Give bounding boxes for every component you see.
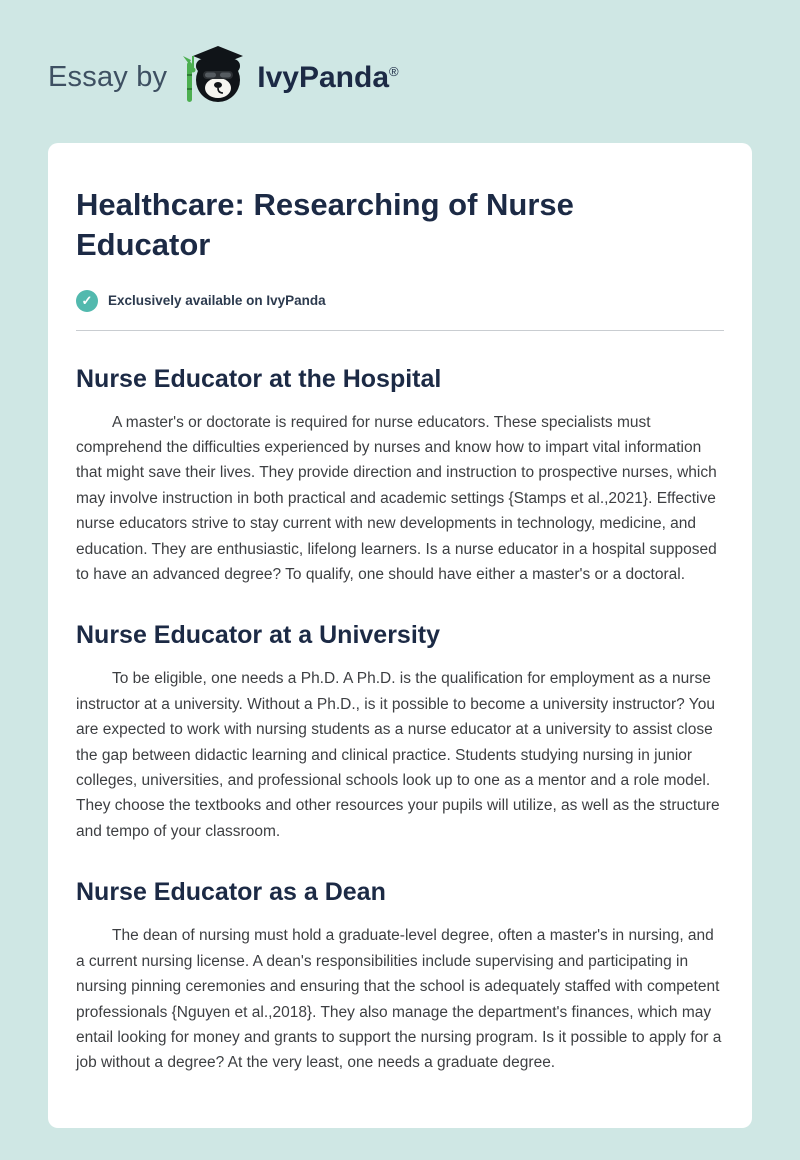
brand-text: IvyPanda xyxy=(257,60,389,94)
ivypanda-panda-icon xyxy=(181,44,247,111)
check-icon: ✓ xyxy=(76,290,98,312)
essay-title: Healthcare: Researching of Nurse Educator xyxy=(76,187,574,263)
section-heading-hospital: Nurse Educator at the Hospital xyxy=(76,364,442,393)
section-heading-university: Nurse Educator at a University xyxy=(76,621,441,650)
page-header xyxy=(0,0,800,111)
divider xyxy=(76,330,724,331)
essay-by-label: Essay by xyxy=(48,61,168,93)
registered-mark: ® xyxy=(389,63,399,79)
section-body-hospital: A master's or doctorate is required for nurse educators. These specialists must comprehend the difficulties experienced by nurses and know how to impart vital information that might save their lives. They provide direction and instruction to prospective nurses, which may involve instruction in both practical and academic settings {Stamps et al.,2021}. Effective nurse educators strive to stay current with new developments in technology, medicine, and education. They are enthusiastic, lifelong learners. Is a nurse educator in a hospital supposed to have an advanced degree? To qualify, one should have either a master's or a doctoral. xyxy=(76,413,717,584)
availability-row xyxy=(76,290,724,312)
ivypanda-logo[interactable] xyxy=(181,44,398,111)
essay-card xyxy=(48,143,752,1128)
section-body-dean: The dean of nursing must hold a graduate-level degree, often a master's in nursing, and a current nursing license. A dean's responsibilities include supervising and participating in nursing pinning ceremonies and ensuring that the school is adequately staffed with competent professionals {Nguyen et al.,2018}. They also manage the department's finances, which may entail looking for money and grants to support the nursing program. Is it possible to apply for a job without a degree? At the very least, one needs a graduate degree. xyxy=(76,927,722,1072)
section-heading-dean: Nurse Educator as a Dean xyxy=(76,878,386,907)
brand-name xyxy=(257,61,398,95)
availability-label: Exclusively available on IvyPanda xyxy=(108,293,326,309)
section-body-university: To be eligible, one needs a Ph.D. A Ph.D. is the qualification for employment as a nurse instructor at a university. Without a Ph.D., is it possible to become a university instructor? You are expected to work with nursing students as a nurse educator at a university to assist close the gap between didactic learning and clinical practice. Students studying nursing in junior colleges, universities, and professional schools look up to one as a mentor and a role model. They choose the textbooks and other resources your pupils will utilize, as well as the structure and tempo of your classroom. xyxy=(76,670,720,840)
